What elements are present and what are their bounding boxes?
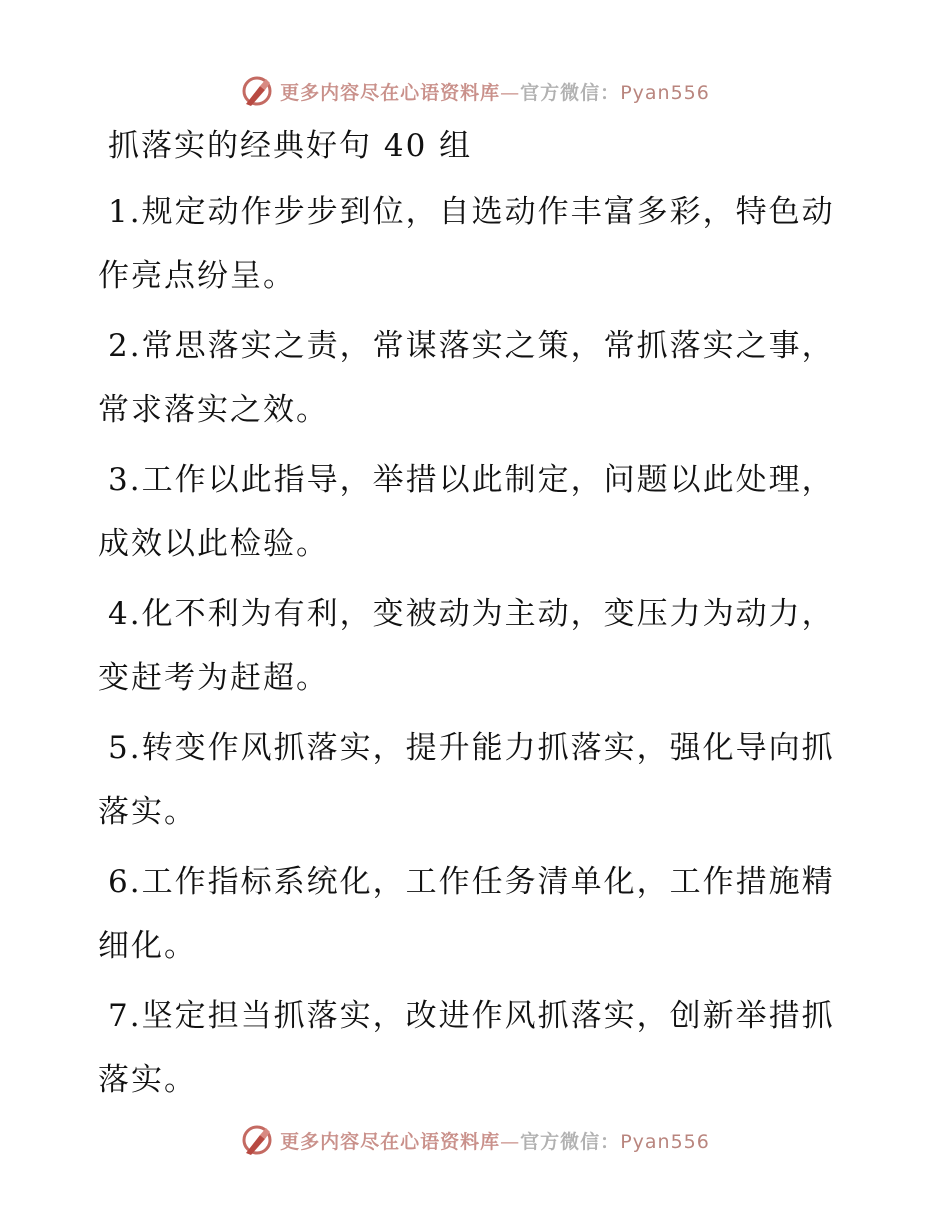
list-item: 5.转变作风抓落实，提升能力抓落实，强化导向抓落实。	[98, 730, 835, 830]
watermark-text	[280, 78, 710, 105]
pen-logo-icon	[240, 1123, 274, 1157]
footer-watermark	[0, 1120, 950, 1160]
header-watermark	[0, 71, 950, 111]
list-item: 7.坚定担当抓落实，改进作风抓落实，创新举措抓落实。	[98, 998, 835, 1098]
document-body	[98, 122, 838, 1118]
list-item: 4.化不利为有利，变被动为主动，变压力为动力，变赶考为赶超。	[98, 596, 835, 696]
watermark-wechat-label: 官方微信：	[520, 81, 621, 104]
list-item: 6.工作指标系统化，工作任务清单化，工作措施精细化。	[98, 864, 835, 964]
watermark-brand: 更多内容尽在心语资料库	[280, 1130, 501, 1153]
watermark-wechat-id: Pyan556	[620, 81, 710, 104]
watermark-dash: —	[500, 1130, 521, 1153]
watermark-wechat-label: 官方微信：	[520, 1130, 621, 1153]
pen-logo-icon	[240, 74, 274, 108]
list-item: 2.常思落实之责，常谋落实之策，常抓落实之事，常求落实之效。	[98, 328, 835, 428]
list-item: 1.规定动作步步到位，自选动作丰富多彩，特色动作亮点纷呈。	[98, 194, 835, 294]
watermark-brand: 更多内容尽在心语资料库	[280, 81, 501, 104]
watermark-wechat-id: Pyan556	[620, 1130, 710, 1153]
watermark-dash: —	[500, 81, 521, 104]
watermark-text	[280, 1127, 710, 1154]
list-item: 3.工作以此指导，举措以此制定，问题以此处理，成效以此检验。	[98, 462, 835, 562]
document-title: 抓落实的经典好句 40 组	[108, 128, 473, 164]
